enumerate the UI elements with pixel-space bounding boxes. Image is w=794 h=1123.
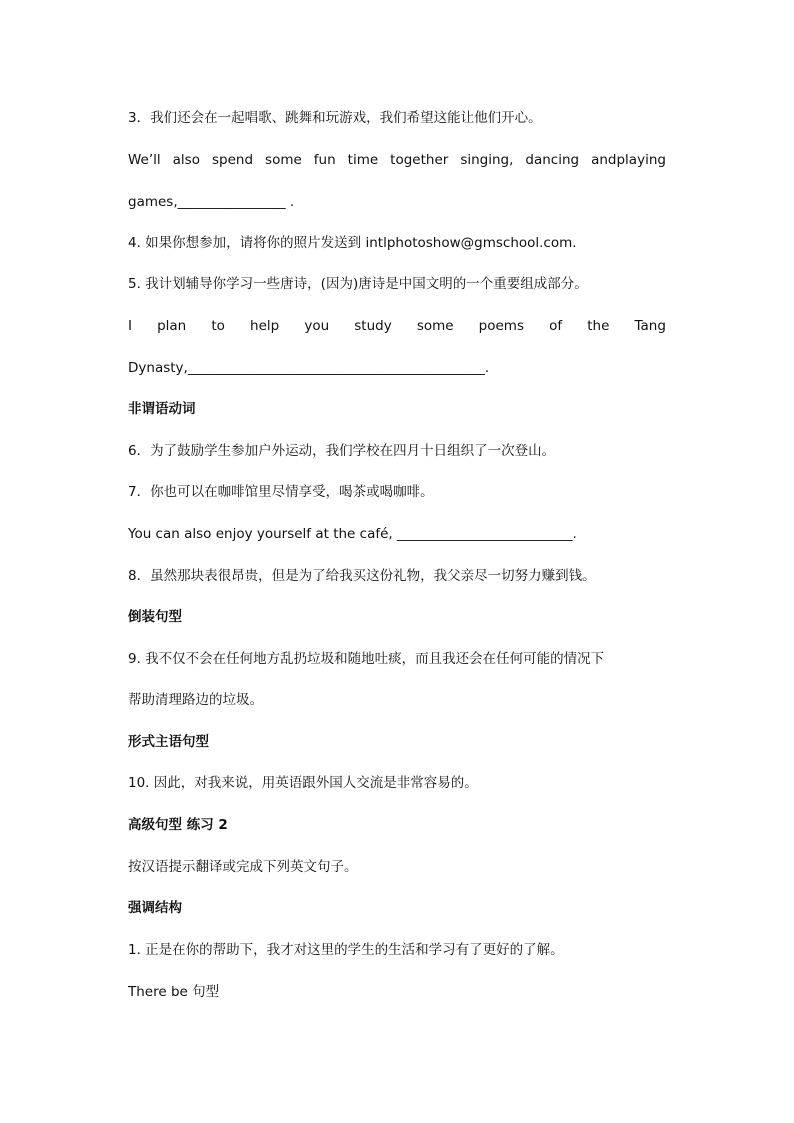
sentence-9-line-2: 帮助清理路边的垃圾。: [128, 692, 263, 708]
word: fun: [313, 152, 336, 168]
sentence-5-chinese: 5. 我计划辅导你学习一些唐诗，(因为)唐诗是中国文明的一个重要组成部分。: [128, 276, 588, 292]
section-heading-formal-subject: 形式主语句型: [128, 734, 209, 750]
word: time: [347, 152, 379, 168]
section-heading-there-be: There be 句型: [128, 984, 220, 1000]
word: you: [304, 318, 330, 334]
word: poems: [478, 318, 524, 334]
exercise-instruction: 按汉语提示翻译或完成下列英文句子。: [128, 859, 358, 875]
section-heading-exercise-2: 高级句型 练习 2: [128, 817, 228, 833]
word: some: [416, 318, 454, 334]
word: spend: [211, 152, 254, 168]
word: plan: [157, 318, 187, 334]
section-heading-emphasis: 强调结构: [128, 900, 182, 916]
sentence-3-english-line-1: [128, 150, 666, 170]
sentence-4: 4. 如果你想参加，请将你的照片发送到 intlphotoshow@gmschool.com.: [128, 235, 577, 251]
sentence-7-english: You can also enjoy yourself at the café, __________________________.: [128, 526, 577, 542]
word: We’ll: [128, 152, 161, 168]
sentence-3-chinese: 3．我们还会在一起唱歌、跳舞和玩游戏，我们希望这能让他们开心。: [128, 110, 542, 126]
sentence-9-line-1: 9. 我不仅不会在任何地方乱扔垃圾和随地吐痰，而且我还会在任何可能的情况下: [128, 651, 605, 667]
section-heading-non-finite-verbs: 非谓语动词: [128, 401, 196, 417]
sentence-5-english-line-2: Dynasty,____________________________________________.: [128, 360, 490, 376]
sentence-3-english-line-2: games,________________ .: [128, 194, 295, 210]
word: also: [172, 152, 200, 168]
word: dancing: [525, 152, 580, 168]
word: of: [549, 318, 563, 334]
word: singing,: [460, 152, 514, 168]
word: Tang: [634, 318, 666, 334]
sentence-10: 10. 因此，对我来说，用英语跟外国人交流是非常容易的。: [128, 775, 478, 791]
word: some: [265, 152, 302, 168]
section-heading-inversion: 倒装句型: [128, 609, 182, 625]
word: help: [250, 318, 280, 334]
word: andplaying: [591, 152, 666, 168]
word: together: [390, 152, 449, 168]
word: the: [587, 318, 610, 334]
sentence-7-chinese: 7．你也可以在咖啡馆里尽情享受，喝茶或喝咖啡。: [128, 484, 434, 500]
sentence-6: 6．为了鼓励学生参加户外运动，我们学校在四月十日组织了一次登山。: [128, 443, 556, 459]
word: I: [128, 318, 132, 334]
sentence-8: 8．虽然那块表很昂贵，但是为了给我买这份礼物，我父亲尽一切努力赚到钱。: [128, 568, 596, 584]
word: study: [354, 318, 392, 334]
exercise-2-sentence-1: 1. 正是在你的帮助下，我才对这里的学生的生活和学习有了更好的了解。: [128, 942, 564, 958]
word: to: [211, 318, 225, 334]
sentence-5-english-line-1: [128, 316, 666, 336]
